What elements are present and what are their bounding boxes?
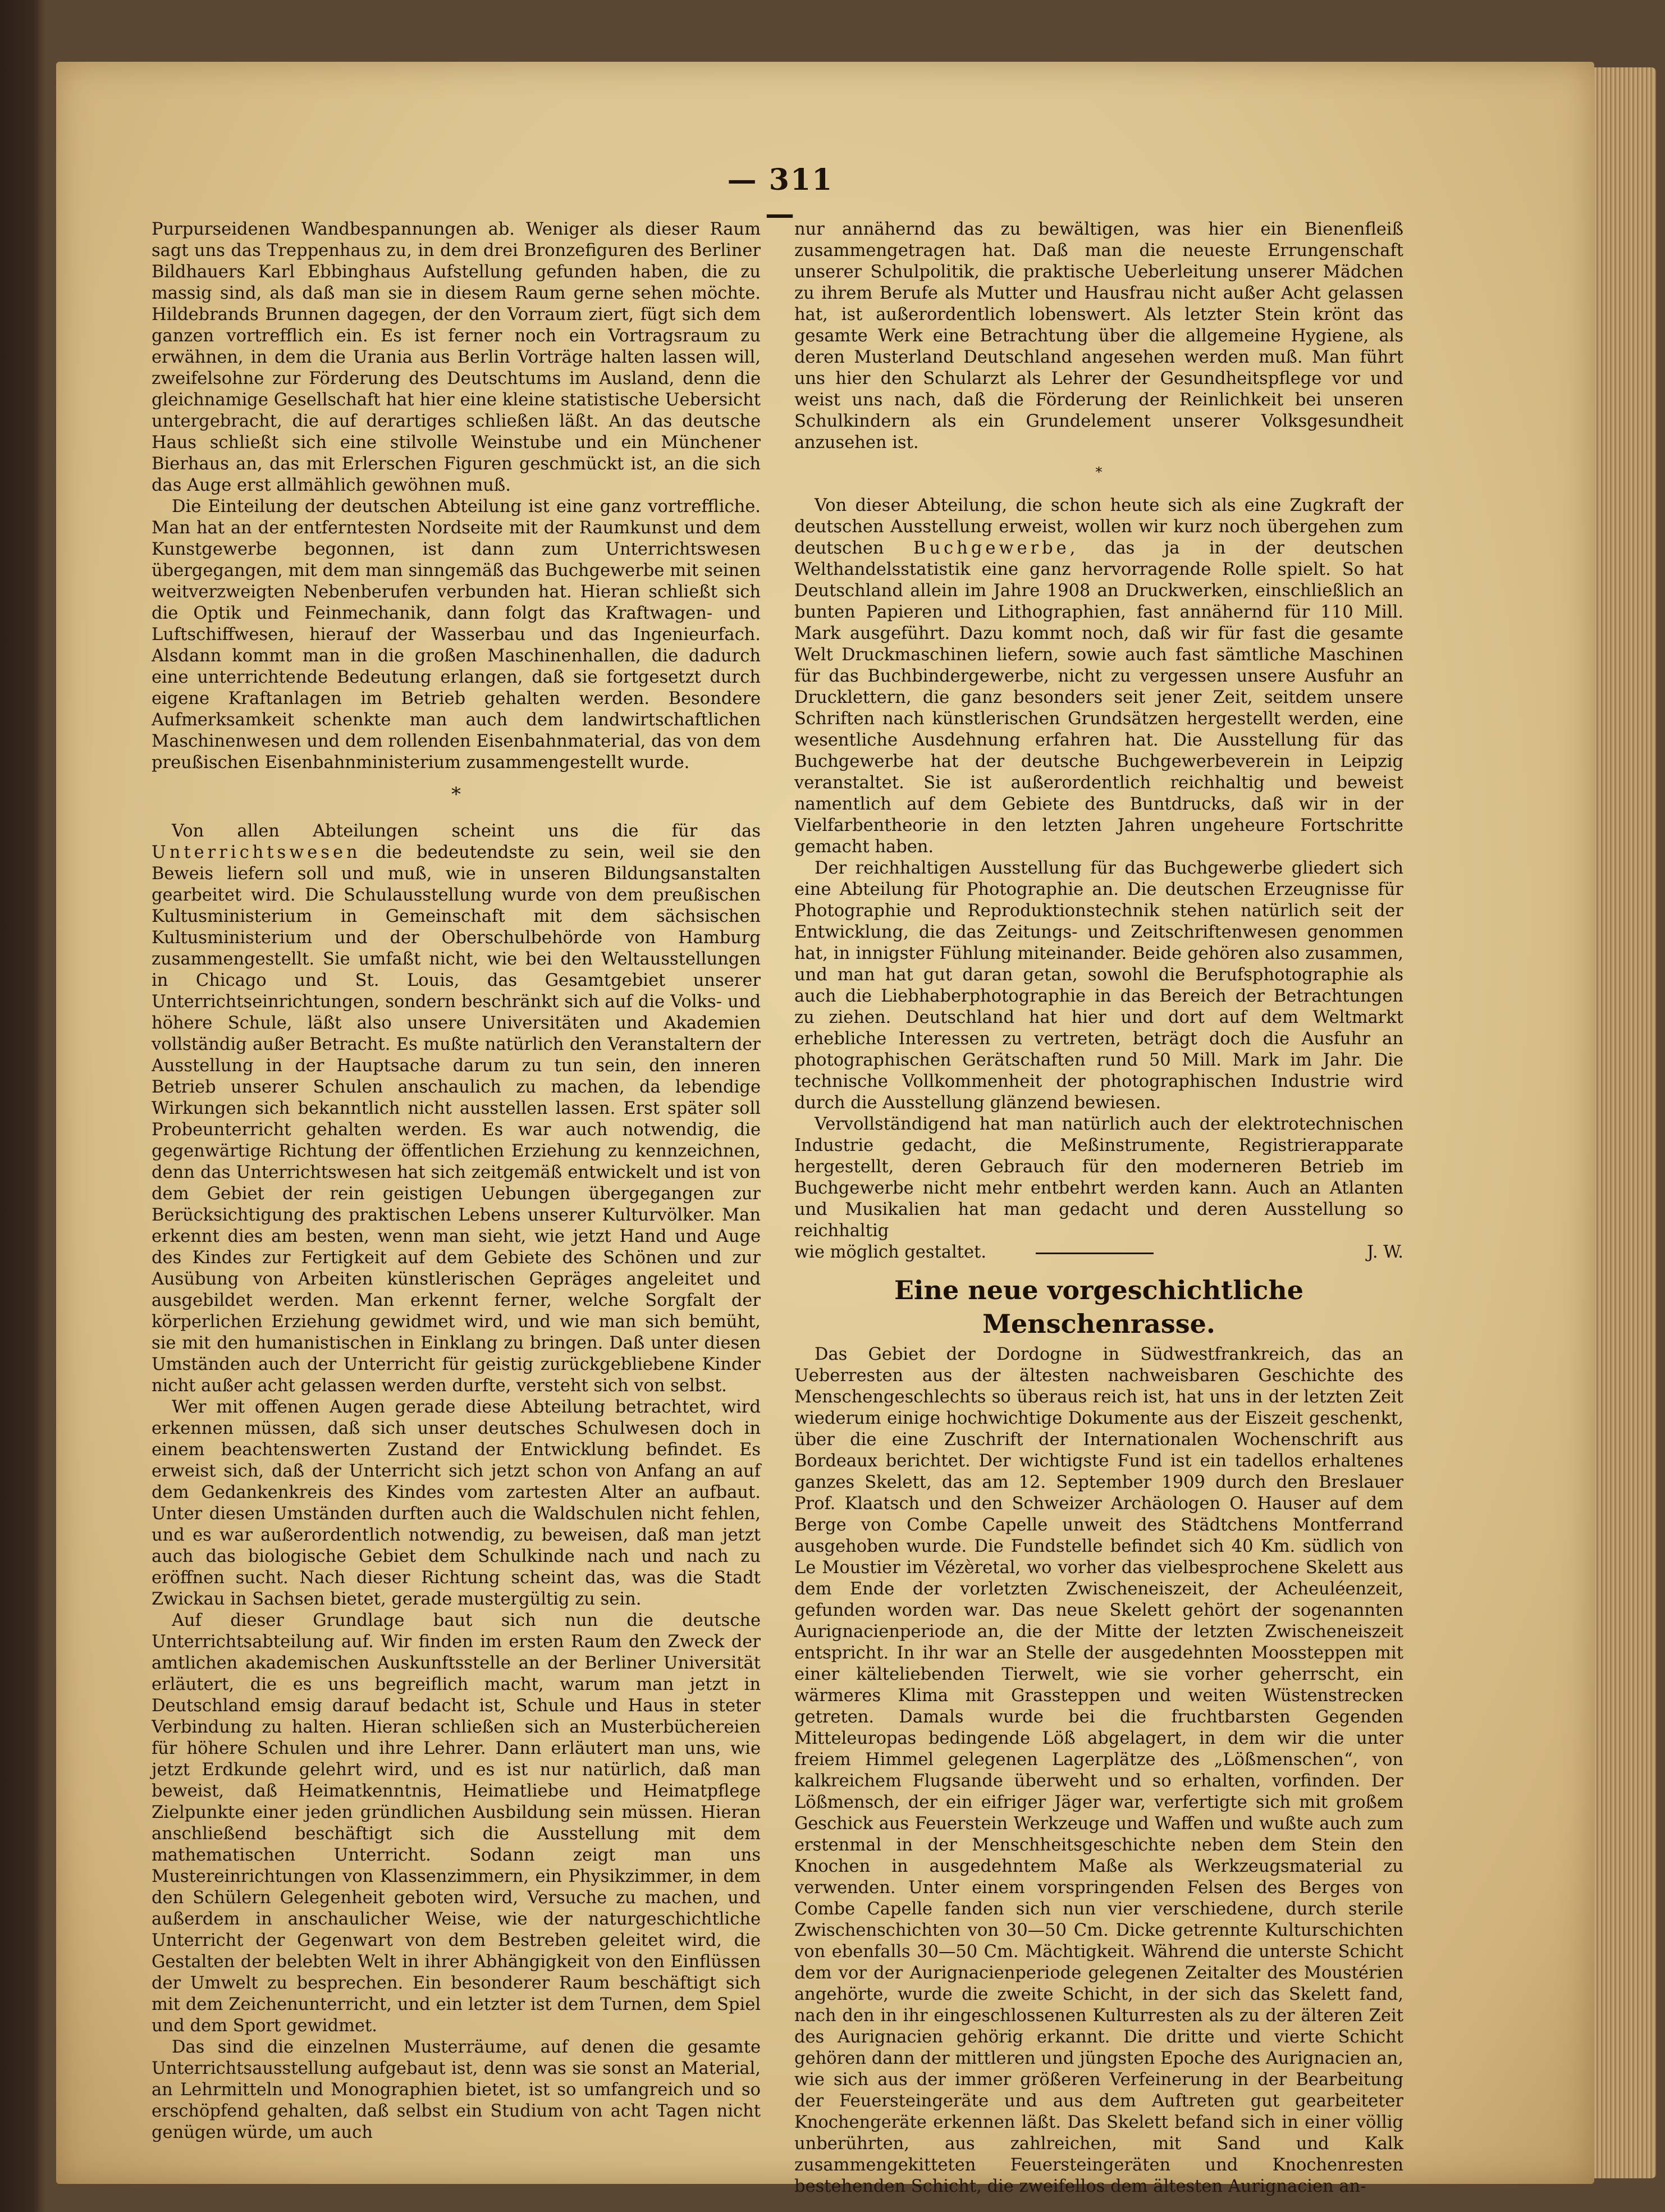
article-title: Eine neue vorgeschichtliche Menschenrasse. [894,1275,1303,1339]
closing-line: wie möglich gestaltet. [794,1242,987,1262]
left-column [152,219,761,2144]
paragraph [794,495,1403,858]
paragraph [152,821,761,1397]
paragraph: Vervollständigend hat man natürlich auch der elektrotechnischen Industrie gedacht, die Meßinstrumente, Registrierapparate hergestellt, deren Gebrauch für den moderneren Betrieb im Buchgewerbe nicht mehr entbehrt werden kann. Auch an Atlanten und Musikalien hat man gedacht und deren Ausstellung so reichhaltig [794,1114,1403,1241]
paragraph: Der reichhaltigen Ausstellung für das Buchgewerbe gliedert sich eine Abteilung für Photographie an. Die deutschen Erzeugnisse für Photographie und Reproduktionstechnik stehen natürlich seit der Entwicklung, die das Zeitungs- und Zeitschriftenwesen genommen hat, in innigster Fühlung miteinander. Beide gehören also zusammen, und man hat gut daran getan, sowohl die Berufsphotographie als auch die Liebhaberphotographie in das Bereich der Betrachtungen zu ziehen. Deutschland hat hier und dort auf dem Weltmarkt erhebliche Interessen zu vertreten, beträgt doch die Ausfuhr an photographischen Gerätschaften rund 50 Mill. Mark im Jahr. Die technische Vollkommenheit der photographischen Industrie wird durch die Ausstellung glänzend bewiesen. [794,858,1403,1113]
paragraph: nur annähernd das zu bewältigen, was hier ein Bienenfleiß zusammengetragen hat. Daß man die neueste Errungenschaft unserer Schulpolitik, die praktische Ueberleitung unserer Mädchen zu ihrem Berufe als Mutter und Hausfrau nicht außer Acht gelassen hat, ist außerordentlich lobenswert. Als letzter Stein krönt das gesamte Werk eine Betrachtung über die allgemeine Hygiene, als deren Musterland Deutschland angesehen werden muß. Man führt uns hier den Schularzt als Lehrer der Gesundheitspflege vor und weist uns nach, daß die Förderung der Reinlichkeit bei unseren Schulkindern als ein Grundelement unserer Volksgesundheit anzusehen ist. [794,220,1403,453]
section-separator: * [451,783,461,806]
author-signature: J. W. [1367,1242,1403,1262]
page-number: — 311 — [727,163,834,231]
text-run: , das ja in der deutschen Welthandelsstatistik eine ganz hervorragende Rolle spielt. So hat Deutschland allein im Jahre 1908 an Druckwerken, einschließlich an bunten Papieren und Lithographien, fast annähernd für 110 Mill. Mark ausgeführt. Dazu kommt noch, daß wir für fast die gesamte Welt Druckmaschinen liefern, sowie auch fast sämtliche Maschinen für das Buchbindergewerbe, nicht zu vergessen unsere Ausfuhr an Drucklettern, die ganz besonders seit jener Zeit, seitdem unsere Schriften nach künstlerischen Grundsätzen hergestellt werden, eine wesentliche Ausdehnung erfahren hat. Die Ausstellung für das Buchgewerbe hat der deutsche Buchgewerbeverein in Leipzig veranstaltet. Sie ist außerordentlich reichhaltig und beweist namentlich auf dem Gebiete des Buntdrucks, daß wir in der Vielfarbentheorie in den letzten Jahren ungeheure Fortschritte gemacht haben. [794,538,1403,857]
paragraph: Auf dieser Grundlage baut sich nun die deutsche Unterrichtsabteilung auf. Wir finden im ersten Raum den Zweck der amtlichen akademischen Auskunftsstelle an der Berliner Universität erläutert, die es uns begreiflich macht, warum man jetzt in Deutschland emsig darauf bedacht ist, Schule und Haus in steter Verbindung zu halten. Hieran schließen sich an Musterbüchereien für höhere Schulen und ihre Lehrer. Dann erläutert man uns, wie jetzt Erdkunde gelehrt wird, und es ist nur natürlich, daß man beweist, daß Heimatkenntnis, Heimatliebe und Heimatpflege Zielpunkte einer jeden gründlichen Ausbildung sein müssen. Hieran anschließend beschäftigt sich die Ausstellung mit dem mathematischen Unterricht. Sodann zeigt man uns Mustereinrichtungen von Klassenzimmern, ein Physikzimmer, in dem den Schülern Gelegenheit geboten wird, Versuche zu machen, und außerdem in anschaulicher Weise, wie der naturgeschichtliche Unterricht der Gegenwart von dem Bestreben geleitet wird, die Gestalten der belebten Welt in ihrer Abhängigkeit von den Einflüssen der Umwelt zu besprechen. Ein besonderer Raum beschäftigt sich mit dem Zeichenunterricht, und ein letzter ist dem Turnen, dem Spiel und dem Sport gewidmet. [152,1611,761,2036]
section-separator: * [1095,464,1103,480]
text-run: Von allen Abteilungen scheint uns die für das [172,821,761,841]
emphasized-term: Unterrichtswesen [152,843,361,862]
paragraph: Das Gebiet der Dordogne in Südwestfrankreich, das an Ueberresten aus der ältesten nachweisbaren Geschichte des Menschengeschlechts so überaus reich ist, hat uns in der letzten Zeit wiederum einige hochwichtige Dokumente aus der Eiszeit geschenkt, über die eine Zuschrift der Internationalen Wochenschrift aus Bordeaux berichtet. Der wichtigste Fund ist ein tadellos erhaltenes ganzes Skelett, das am 12. September 1909 durch den Breslauer Prof. Klaatsch und den Schweizer Archäologen O. Hauser auf dem Berge von Combe Capelle unweit des Städtchens Montferrand ausgehoben wurde. Die Fundstelle befindet sich 40 Km. südlich von Le Moustier im Vézèretal, wo vorher das vielbesprochene Skelett aus dem Ende der vorletzten Zwischeneiszeit, der Acheuléenzeit, gefunden worden war. Das neue Skelett gehört der sogenannten Aurignacienperiode an, die der Mitte der letzten Zwischeneiszeit entspricht. In ihr war an Stelle der ausgedehnten Moossteppen mit einer kälteliebenden Tierwelt, wie sie vorher geherrscht, ein wärmeres Klima mit Grassteppen und weiten Wüstenstrecken getreten. Damals wurde bei die fruchtbarsten Gegenden Mitteleuropas bedingende Löß abgelagert, in dem wir die unter freiem Himmel gelegenen Lagerplätze des „Lößmenschen“, von kalkreichem Flugsande überweht und so erhalten, vorfinden. Der Lößmensch, der ein eifriger Jäger war, verfertigte sich mit großem Geschick aus Feuerstein Werkzeuge und Waffen und wußte auch zum erstenmal in der Menschheitsgeschichte neben dem Stein den Knochen in ausgedehntem Maße als Werkzeugsmaterial zu verwenden. Unter einem vorspringenden Felsen des Berges von Combe Capelle fanden sich nun vier verschiedene, durch sterile Zwischenschichten von 30—50 Cm. Dicke getrennte Kulturschichten von ebenfalls 30—50 Cm. Mächtigkeit. Während die unterste Schicht dem vor der Aurignacienperiode gelegenen Zeitalter des Moustérien angehörte, wurde die zweite Schicht, in der sich das Skelett fand, nach den in ihr eingeschlossenen Kulturresten als zu der älteren Zeit des Aurignacien gehörig erkannt. Die dritte und vierte Schicht gehören dann der mittleren und jüngsten Epoche des Aurignacien an, wie sich aus der immer größeren Verfeinerung in der Bearbeitung der Feuersteingeräte und aus dem Auftreten gut gearbeiteter Knochengeräte erkennen läßt. Das Skelett befand sich in einer völlig unberührten, aus zahlreichen, mit Sand und Kalk zusammengekitteten Feuersteingeräten und Knochenresten bestehenden Schicht, die zweifellos dem ältesten Aurignacien an- [794,1345,1403,2196]
paragraph: Purpurseidenen Wandbespannungen ab. Weniger als dieser Raum sagt uns das Treppenhaus zu, in dem drei Bronzefiguren des Berliner Bildhauers Karl Ebbinghaus Aufstellung gefunden haben, die zu massig sind, als daß man sie in diesem Raum gerne sehen möchte. Hildebrands Brunnen dagegen, der den Vorraum ziert, fügt sich dem ganzen vortrefflich ein. Es ist ferner noch ein Vortragsraum zu erwähnen, in dem die Urania aus Berlin Vorträge halten lassen will, zweifelsohne zur Förderung des Deutschtums im Ausland, denn die gleichnamige Gesellschaft hat hier eine kleine statistische Uebersicht untergebracht, die auf derartiges schließen läßt. An das deutsche Haus schließt sich eine stilvolle Weinstube und ein Münchener Bierhaus an, das mit Erlerschen Figuren geschmückt ist, an die sich das Auge erst allmählich gewöhnen muß. [152,220,761,495]
book-page-edges [1594,67,1656,2178]
paragraph: Das sind die einzelnen Musterräume, auf denen die gesamte Unterrichtsausstellung aufgebaut ist, denn was sie sonst an Material, an Lehrmitteln und Monographien bietet, ist so umfangreich und so erschöpfend gehalten, daß selbst ein Studium von acht Tagen nicht genügen würde, um auch [152,2037,761,2142]
paragraph: Die Einteilung der deutschen Abteilung ist eine ganz vortreffliche. Man hat an der entferntesten Nordseite mit der Raumkunst und dem Kunstgewerbe begonnen, ist dann zum Unterrichtswesen übergegangen, mit dem man sinngemäß das Buchgewerbe mit seinen weitverzweigten Nebenberufen verbunden hat. Hieran schließt sich die Optik und Feinmechanik, dann folgt das Kraftwagen- und Luftschiffwesen, hierauf der Wasserbau und das Ingenieurfach. Alsdann kommt man in die großen Maschinenhallen, die dadurch eine unterrichtende Bedeutung erlangen, daß sie fortgesetzt durch eigene Kraftanlagen im Betrieb gehalten werden. Besondere Aufmerksamkeit schenkte man auch dem landwirtschaftlichen Maschinenwesen und dem rollenden Eisenbahnmaterial, das von dem preußischen Eisenbahnministerium zusammengestellt wurde. [152,497,761,773]
paragraph: Wer mit offenen Augen gerade diese Abteilung betrachtet, wird erkennen müssen, daß sich unser deutsches Schulwesen doch in einem beachtenswerten Zustand der Entwicklung befindet. Es erweist sich, daß der Unterricht sich jetzt schon von Anfang an auf dem Gedankenkreis des Kindes vom zartesten Alter an aufbaut. Unter diesen Umständen durften auch die Waldschulen nicht fehlen, und es war außerordentlich notwendig, zu beweisen, daß man jetzt auch das biologische Gebiet dem Schulkinde nach und nach zu eröffnen sucht. Nach dieser Richtung scheint das, was die Stadt Zwickau in Sachsen bietet, gerade mustergültig zu sein. [152,1397,761,1609]
article-end-row [794,1242,1403,1263]
text-run: Von dieser Abteilung, die schon heute sich als eine Zugkraft der deutschen Ausstellung erweist, wollen wir kurz noch übergehen zum deutschen [794,496,1403,558]
right-column [794,219,1403,2197]
text-run: die bedeutendste zu sein, weil sie den Beweis liefern soll und muß, wie in unseren Bildungsanstalten gearbeitet wird. Die Schulausstellung wurde von dem preußischen Kultusministerium in Gemeinschaft mit dem sächsischen Kultusministerium und der Oberschulbehörde von Hamburg zusammengestellt. Sie umfaßt nicht, wie bei den Weltausstellungen in Chicago und St. Louis, das Gesamtgebiet unserer Unterrichtseinrichtungen, sondern beschränkt sich auf die Volks- und höhere Schule, läßt also unsere Universitäten und Akademien vollständig außer Betracht. Es mußte natürlich den Veranstaltern der Ausstellung in der Hauptsache darum zu tun sein, den inneren Betrieb unserer Schulen anschaulich zu machen, da lebendige Wirkungen sich bekanntlich nicht ausstellen lassen. Erst später soll Probeunterricht gehalten werden. Es war auch notwendig, die gegenwärtige Richtung der öffentlichen Erziehung zu kennzeichnen, denn das Unterrichtswesen hat sich zeitgemäß entwickelt und ist von dem Gebiet der rein geistigen Uebungen übergegangen zur Berücksichtigung des praktischen Lebens unserer Kulturvölker. Man erkennt dies am besten, wenn man sieht, wie jetzt Hand und Auge des Kindes zur Fertigkeit auf dem Gebiete des Schönen und zur Ausübung von Arbeiten künstlerischen Gepräges angeleitet und ausgebildet werden. Man erkennt ferner, welche Sorgfalt der körperlichen Erziehung gewidmet wird, und wie man sich bemüht, sie mit den humanistischen in Einklang zu bringen. Daß unter diesen Umständen auch der Unterricht für geistig zurückgebliebene Kinder nicht außer acht gelassen werden durfte, versteht sich von selbst. [152,843,761,1396]
article-end-rule [1036,1253,1154,1254]
emphasized-term: Buchgewerbe [913,538,1070,558]
